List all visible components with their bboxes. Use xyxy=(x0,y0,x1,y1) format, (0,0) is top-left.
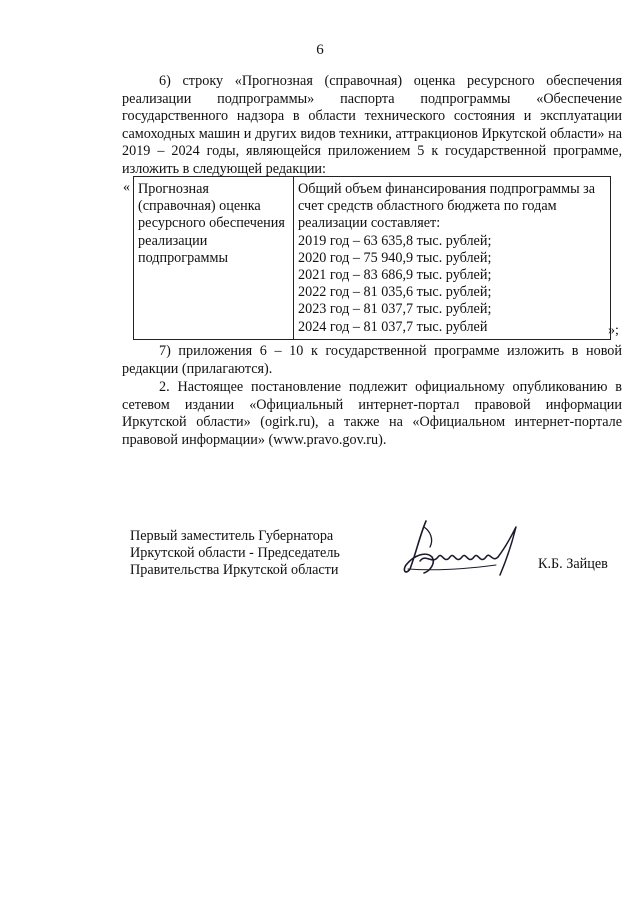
year-line-2023: 2023 год – 81 037,7 тыс. рублей; xyxy=(298,301,492,318)
page-number: 6 xyxy=(316,42,324,58)
signatory-name: К.Б. Зайцев xyxy=(538,556,608,572)
table-row xyxy=(134,177,611,340)
table-label-cell: Прогнозная (справочная) оценка ресурсного обеспечения реализации подпрограммы xyxy=(134,177,294,340)
item-2-text: 2. Настоящее постановление подлежит официальному опубликованию в сетевом издании «Официальный интернет-портал правовой информации Иркутской области» (ogirk.ru), а также на «Официальном интернет-портале правовой информации» (www.pravo.gov.ru). xyxy=(122,379,622,448)
signatory-title-line: Правительства Иркутской области xyxy=(130,562,339,578)
financing-table xyxy=(133,176,611,340)
item-7-text: 7) приложения 6 – 10 к государственной программе изложить в новой редакции (прилагаются). xyxy=(122,343,622,377)
signatory-title-line: Первый заместитель Губернатора xyxy=(130,528,334,544)
signatory-title-line: Иркутской области - Председатель xyxy=(130,545,340,561)
year-line-2022: 2022 год – 81 035,6 тыс. рублей; xyxy=(298,284,492,301)
year-line-2019: 2019 год – 63 635,8 тыс. рублей; xyxy=(298,232,492,249)
year-line-2020: 2020 год – 75 940,9 тыс. рублей; xyxy=(298,249,492,266)
handwritten-signature xyxy=(396,513,536,583)
publication-clause xyxy=(122,379,622,449)
opening-quote: « xyxy=(123,180,130,195)
amendment-item-7 xyxy=(122,343,622,378)
item-6-text: 6) строку «Прогнозная (справочная) оценка ресурсного обеспечения реализации подпрограммы» паспорта подпрограммы «Обеспечение государственного надзора в области технического состояния и эксплуатации самоходных машин и других видов техники, аттракционов Иркутской области» на 2019 – 2024 годы, являющейся приложением 5 к государственной программе, изложить в следующей редакции: xyxy=(122,73,622,177)
table-value-cell xyxy=(294,177,611,340)
signatory-title xyxy=(130,528,340,579)
year-line-2024: 2024 год – 81 037,7 тыс. рублей xyxy=(298,318,488,335)
year-line-2021: 2021 год – 83 686,9 тыс. рублей; xyxy=(298,267,492,284)
closing-quote: »; xyxy=(608,323,619,338)
amendment-item-6 xyxy=(122,73,622,178)
financing-intro: Общий объем финансирования подпрограммы за счет средств областного бюджета по годам реализации составляет: xyxy=(298,181,596,232)
